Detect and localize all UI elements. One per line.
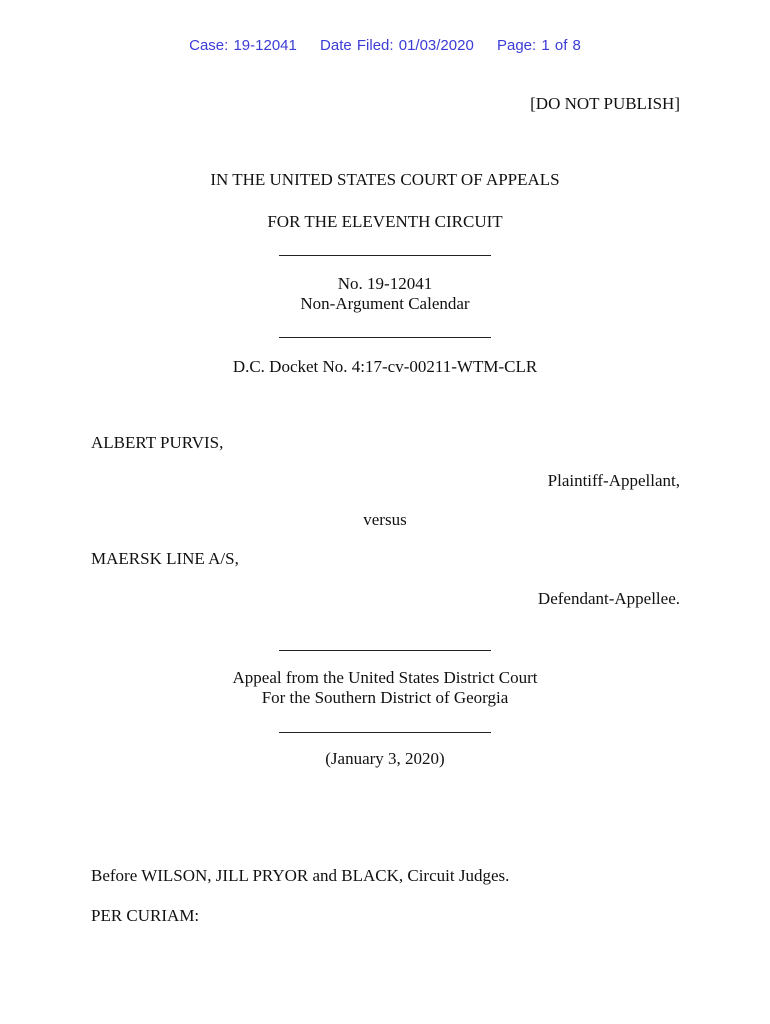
circuit-name: FOR THE ELEVENTH CIRCUIT bbox=[267, 212, 503, 231]
defendant-name: MAERSK LINE A/S, bbox=[91, 549, 239, 568]
date-filed-stamp: Date Filed: 01/03/2020 bbox=[320, 37, 474, 54]
divider-rule bbox=[0, 641, 770, 643]
plaintiff-name: ALBERT PURVIS, bbox=[91, 433, 224, 452]
filing-header bbox=[0, 37, 770, 54]
divider-rule bbox=[0, 246, 770, 248]
case-number-stamp: Case: 19-12041 bbox=[189, 37, 297, 54]
calendar-type: Non-Argument Calendar bbox=[300, 294, 470, 313]
district-name: For the Southern District of Georgia bbox=[261, 688, 509, 707]
decision-date: (January 3, 2020) bbox=[325, 749, 445, 768]
appeal-number: No. 19-12041 bbox=[337, 274, 433, 293]
docket-number: D.C. Docket No. 4:17-cv-00211-WTM-CLR bbox=[232, 357, 538, 376]
versus-label: versus bbox=[363, 510, 407, 529]
divider-rule bbox=[0, 328, 770, 330]
court-name: IN THE UNITED STATES COURT OF APPEALS bbox=[210, 170, 560, 189]
defendant-role: Defendant-Appellee. bbox=[537, 589, 680, 608]
judges-line: Before WILSON, JILL PRYOR and BLACK, Circuit Judges. bbox=[91, 866, 510, 885]
appeal-origin: Appeal from the United States District Court bbox=[232, 668, 538, 687]
publish-status: [DO NOT PUBLISH] bbox=[530, 94, 680, 113]
plaintiff-role: Plaintiff-Appellant, bbox=[547, 471, 680, 490]
per-curiam-heading: PER CURIAM: bbox=[91, 906, 200, 925]
divider-rule bbox=[0, 723, 770, 725]
page-count-stamp: Page: 1 of 8 bbox=[496, 37, 581, 54]
